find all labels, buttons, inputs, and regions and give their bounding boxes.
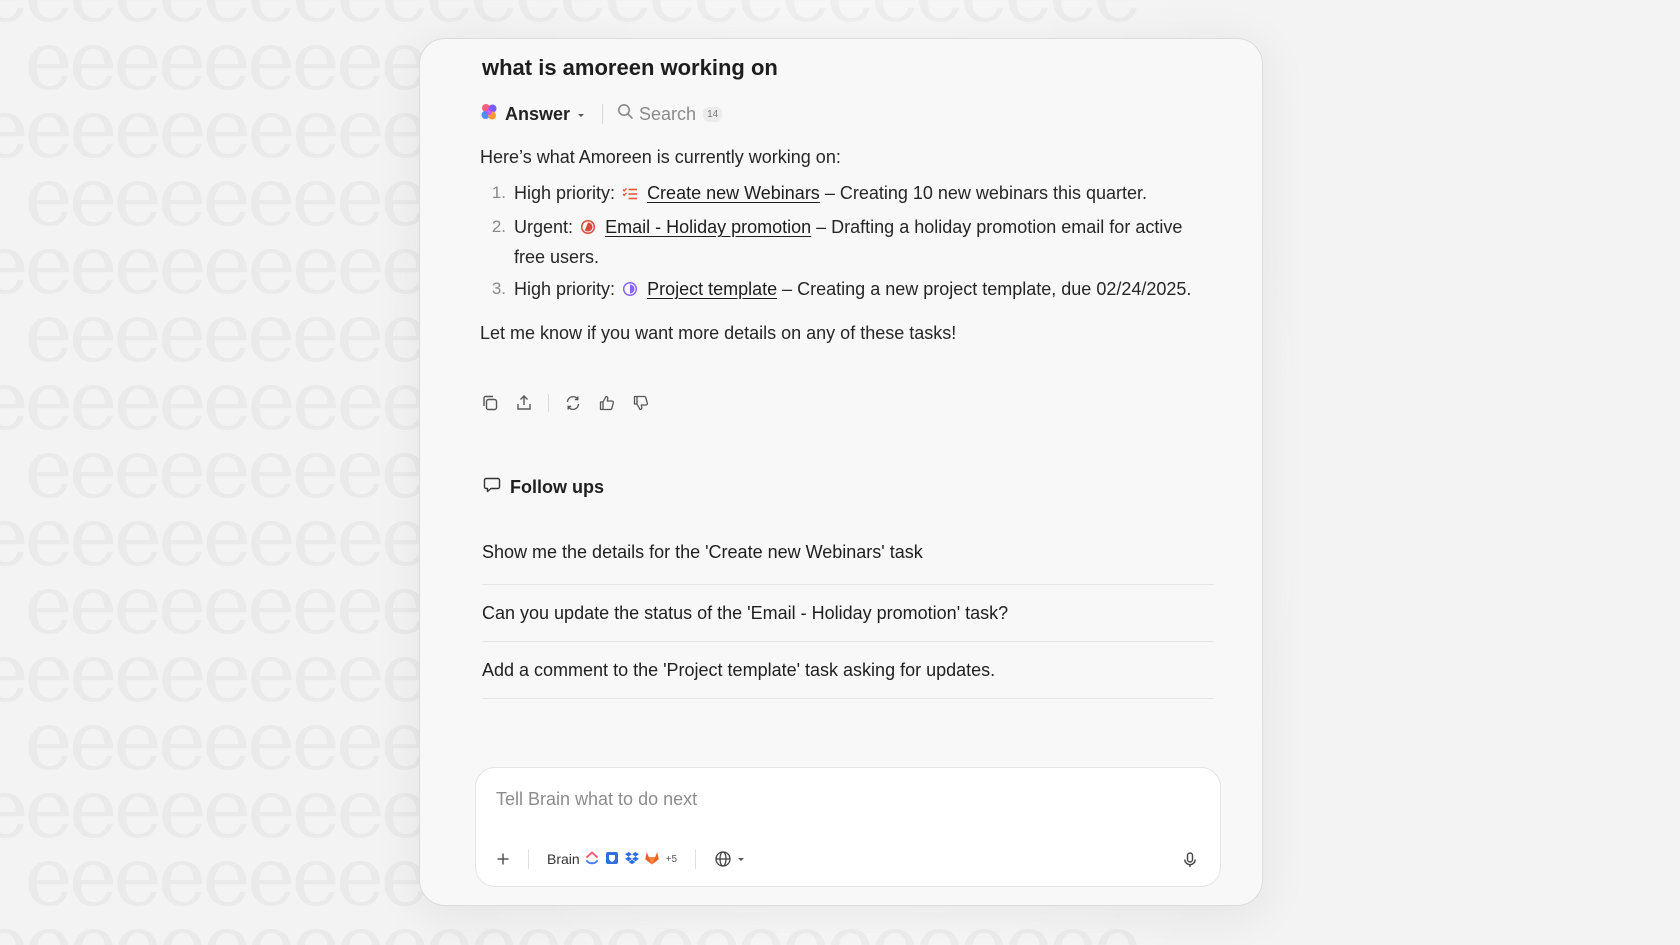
list-number: 1.: [491, 183, 506, 202]
task-description: – Creating 10 new webinars this quarter.: [824, 183, 1148, 203]
tab-divider: [602, 104, 603, 124]
more-sources-count: +5: [665, 853, 678, 865]
search-icon: [617, 103, 634, 125]
share-icon: [515, 394, 533, 412]
response-tabs: [479, 101, 722, 127]
priority-label: High priority:: [514, 183, 616, 203]
answer-intro: Here’s what Amoreen is currently working on:: [480, 147, 841, 167]
toolbar-divider: [695, 849, 696, 869]
task-description: – Drafting a holiday promotion email for active free users.: [514, 217, 1183, 267]
task-link-project-template[interactable]: Project template: [647, 279, 778, 299]
task-list: [480, 179, 1210, 305]
chevron-down-icon: [736, 854, 746, 864]
actions-divider: [548, 394, 549, 412]
list-task-icon: [622, 181, 638, 209]
toolbar-divider: [528, 849, 529, 869]
followups-header: [482, 475, 604, 500]
dropbox-icon: [624, 850, 640, 869]
thumbs-up-icon: [598, 394, 616, 412]
followup-item[interactable]: Add a comment to the 'Project template' task asking for updates.: [482, 642, 1214, 699]
thumbs-down-button[interactable]: [631, 393, 651, 413]
answer-body: [480, 143, 1210, 347]
status-circle-purple-icon: [622, 277, 638, 305]
refresh-icon: [564, 394, 582, 412]
followup-item[interactable]: Show me the details for the 'Create new Webinars' task: [482, 521, 1214, 585]
chat-bubble-icon: [482, 475, 502, 500]
query-title: what is amoreen working on: [482, 55, 778, 80]
globe-icon: [714, 850, 732, 868]
task-description: – Creating a new project template, due 02/24/2025.: [782, 279, 1192, 299]
tab-search-label: Search: [639, 103, 697, 124]
list-number: 2.: [491, 217, 506, 236]
answer-actions: [480, 393, 651, 413]
task-list-item: [480, 213, 1210, 271]
gitlab-icon: [644, 850, 660, 869]
voice-input-button[interactable]: [1176, 846, 1204, 874]
composer-toolbar: [488, 842, 1208, 876]
brain-logo-icon: [479, 102, 499, 127]
followup-item[interactable]: Can you update the status of the 'Email - Holiday promotion' task?: [482, 585, 1214, 642]
task-list-item: [480, 179, 1210, 209]
web-search-toggle[interactable]: [706, 846, 754, 872]
task-link-email-holiday-promotion[interactable]: Email - Holiday promotion: [605, 217, 812, 237]
answer-outro: Let me know if you want more details on any of these tasks!: [480, 323, 957, 343]
thumbs-down-icon: [632, 394, 650, 412]
followups-heading: Follow ups: [510, 477, 604, 497]
priority-label: Urgent:: [514, 217, 574, 237]
share-button[interactable]: [514, 393, 534, 413]
brain-sources-label: Brain: [547, 851, 580, 867]
tab-search[interactable]: [617, 103, 722, 125]
followups-list: [482, 541, 1214, 699]
microphone-icon: [1181, 851, 1199, 869]
brain-chat-panel: [419, 38, 1263, 906]
task-list-item: [480, 275, 1210, 305]
task-link-create-new-webinars[interactable]: Create new Webinars: [647, 183, 820, 203]
prompt-input[interactable]: [496, 786, 1176, 812]
search-count-badge: 14: [703, 107, 722, 122]
chevron-down-icon: [576, 104, 586, 125]
thumbs-up-button[interactable]: [597, 393, 617, 413]
plus-icon: [495, 851, 511, 867]
priority-label: High priority:: [514, 279, 616, 299]
composer: [475, 767, 1221, 887]
tab-answer[interactable]: [479, 102, 586, 127]
brain-sources-button[interactable]: [539, 846, 685, 873]
copy-button[interactable]: [480, 393, 500, 413]
list-number: 3.: [491, 279, 506, 298]
shield-icon: [604, 850, 620, 869]
copy-icon: [481, 394, 499, 412]
status-circle-red-icon: [580, 215, 596, 243]
add-attachment-button[interactable]: [488, 844, 518, 874]
clickup-icon: [584, 850, 600, 869]
regenerate-button[interactable]: [563, 393, 583, 413]
tab-answer-label: Answer: [505, 103, 571, 124]
